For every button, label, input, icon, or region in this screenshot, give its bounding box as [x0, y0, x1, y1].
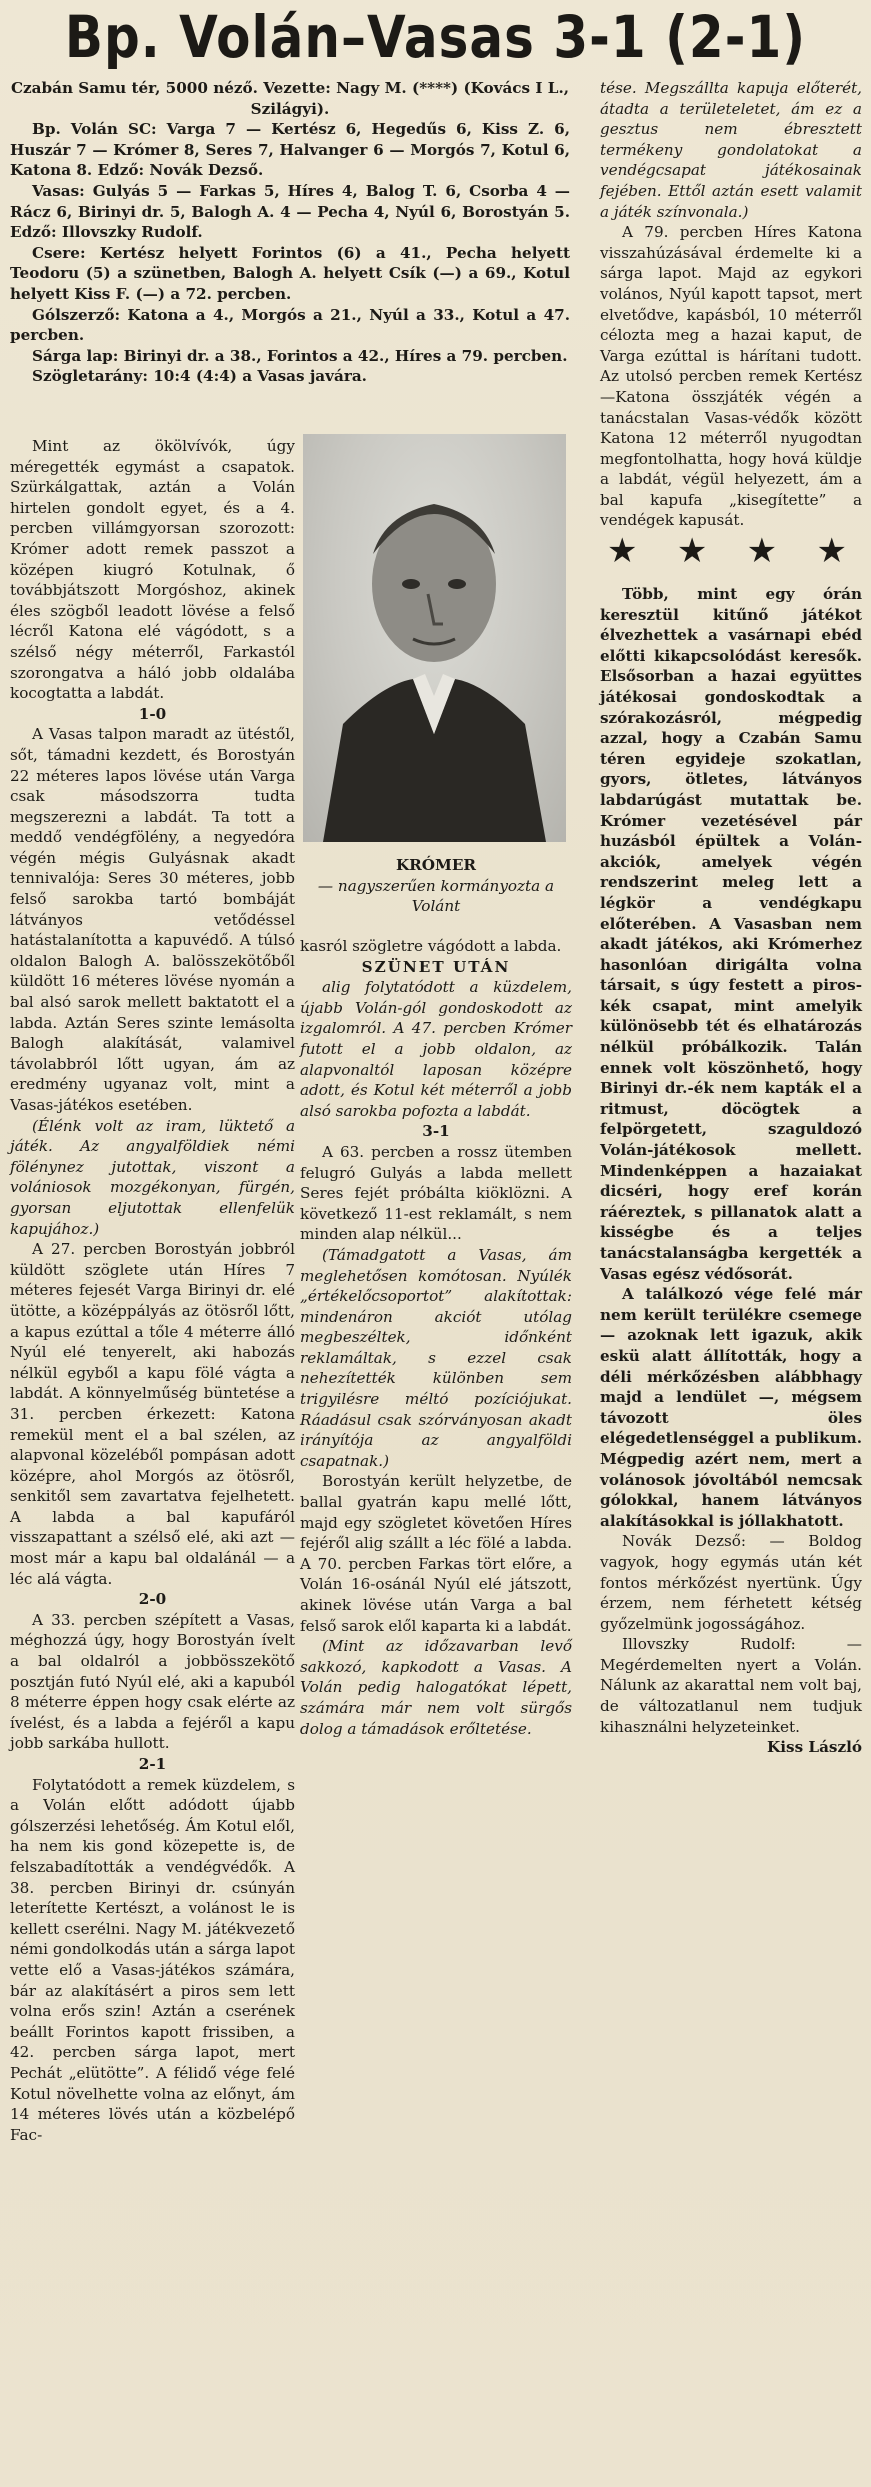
paragraph-italic: (Élénk volt az iram, lüktető a játék. Az angyalföldiek némi fölénynez jutottak, viszont a volániosok mozgékonyan, fürgén, gyorsan eljutottak ellenfelük kapujához.)	[10, 1116, 295, 1238]
paragraph-bold: A találkozó vége felé már nem került terülékre csemege — azoknak lett igazuk, akik eskü alatt állították, hogy a déli mérkőzésben alábbhagy majd a lendület —, mégsem távozott öles elégedetlenséggel a publikum. Mégpedig azért nem, mert a volánosok jóvoltából nemcsak gólokkal, hanem látványos alakításokkal is jóllakhatott.	[600, 1285, 862, 1530]
yellow-cards: Sárga lap: Birinyi dr. a 38., Forintos a 42., Híres a 79. percben.	[32, 346, 568, 365]
column-1	[10, 436, 295, 2145]
star-icon: ★	[607, 531, 638, 571]
paragraph: Mint az ökölvívók, úgy méregették egymást a csapatok. Szürkálgattak, aztán a Volán hirtelen gondolt egyet, és a 4. percben villámgyorsan szorozott: Krómer adott remek passzot a középen kiugró Kotulnak, ő továbbjátszott Morgóshoz, akinek éles szögből leadott lövése a felső lécről Katona elé vágódott, s a szélső négy méterről, Farkastól szorongatva a háló jobb oldalába kocogtatta a labdát.	[10, 437, 295, 703]
score-marker: 3-1	[422, 1122, 450, 1141]
paragraph: A 63. percben a rossz ütemben felugró Gulyás a labda mellett Seres fejét próbálta kiöklözni. A következő 11-est reklamált, s nem minden alap nélkül...	[300, 1142, 572, 1244]
paragraph: Folytatódott a remek küzdelem, s a Volán előtt adódott újabb gólszerzési lehetőség. Ám Kotul elől, ha nem kis gond közepette is, de felszabadították a vendégvédők. A 38. percben Birinyi dr. csúnyán leterítette Kertészt, a volánost le is kellett cserélni. Nagy M. játékvezető némi gondolkodás után a sárga lapot vette elő a Vasas-játékos számára, bár az alakításért a piros sem lett volna erős szin! Aztán a cserének beállt Forintos kapott frissiben, a 42. percben sárga lapot, mert Pechát „elütötte”. A félidő vége felé Kotul növelhette volna az előnyt, ám 14 méteres lövés után a közbelépő Fac-	[10, 1775, 295, 2144]
vasas-lineup: Vasas: Gulyás 5 — Farkas 5, Híres 4, Balog T. 6, Csorba 4 — Rácz 6, Birinyi dr. 5, Balogh A. 4 — Pecha 4, Nyúl 6, Borostyán 5. Edző: Illovszky Rudolf.	[10, 181, 570, 242]
paragraph: A Vasas talpon maradt az ütéstől, sőt, támadni kezdett, és Borostyán 22 méteres lapos lövése után Varga csak másodszorra tudta megszerezni a labdát. Ta tott a meddő vendégfölény, a negyedóra végén mégis Gulyásnak akadt tennivalója: Seres 30 méteres, jobb felső sarokba tartó bombáját látványos vetődéssel hatástalanította a kapuvédő. A túlsó oldalon Balogh A. balösszekötőből küldött 16 méteres lövése nyomán a bal alsó sarok mellett baktatott el a labda. Aztán Seres szinte lemásolta Balogh alakítását, valamivel távolabbról lőtt ugyan, ám az eredmény ugyanaz volt, mint a Vasas-játékos esetében.	[10, 725, 295, 1114]
paragraph: Illovszky Rudolf: — Megérdemelten nyert a Volán. Nálunk az akarattal nem volt baj, de változatlanul nem tudjuk kihasználni helyzeteinket.	[600, 1635, 862, 1736]
corner-ratio: Szögletarány: 10:4 (4:4) a Vasas javára.	[32, 367, 367, 386]
match-facts	[10, 78, 570, 387]
section-heading: SZÜNET UTÁN	[361, 957, 511, 976]
paragraph-italic: (Mint az időzavarban levő sakkozó, kapkodott a Vasas. A Volán pedig halogatókat lépett, számára már nem volt sürgős dolog a támadások erőltetése.	[300, 1637, 572, 1738]
column-3-bottom	[600, 584, 862, 1758]
photo-caption	[300, 855, 572, 917]
paragraph: kasról szögletre vágódott a labda.	[300, 937, 562, 955]
player-photo	[303, 434, 566, 842]
volan-lineup: Bp. Volán SC: Varga 7 — Kertész 6, Hegedűs 6, Kiss Z. 6, Huszár 7 — Krómer 8, Seres 7, Halvanger 6 — Morgós 7, Kotul 6, Katona 8. Edző: Novák Dezső.	[10, 120, 570, 180]
paragraph-italic: (Támadgatott a Vasas, ám meglehetősen komótosan. Nyúlék „értékelőcsoportot” alakítottak: mindenáron akciót utólag megbeszéltek, időnként reklamáltak, s ezzel csak nehezítették különben sem trigyilésre méltó pozíciójukat. Ráadásul csak szórványosan akadt irányítója az angyalföldi csapatnak.)	[300, 1245, 572, 1470]
paragraph: A 79. percben Híres Katona visszahúzásával érdemelte ki a sárga lapot. Majd az egykori volános, Nyúl kapott tapsot, mert elvetődve, kapásból, 10 méterről célozta meg a hazai kaput, de Varga ezúttal is hárítani tudott. Az utolsó percben remek Kertész—Katona összjáték végén a tanácstalan Vasas-védők között Katona 12 méterről nyugodtan megfontolhatta, hogy hová küldje a labdát, végül helyezett, ám a bal kapufa „kisegítette” a vendégek kapusát.	[600, 223, 862, 530]
goalscorers: Gólszerző: Katona a 4., Morgós a 21., Nyúl a 33., Kotul a 47. percben.	[10, 305, 570, 345]
score-marker: 2-1	[138, 1755, 167, 1773]
rating-stars	[607, 531, 847, 571]
player-portrait-image	[303, 434, 566, 842]
paragraph-italic: tése. Megszállta kapuja előterét, átadta a területeletet, ám ez a gesztus nem ébresztett termékeny gondolatokat a vendégcsapat játékosainak fejében. Ettől aztán esett valamit a játék színvonala.)	[600, 79, 862, 221]
paragraph-italic: alig folytatódott a küzdelem, újabb Volán-gól gondoskodott az izgalomról. A 47. percben Krómer futott el a jobb oldalon, az alapvonaltól laposan középre adott, és Kotul két méterről a jobb alsó sarokba pofozta a labdát.	[300, 978, 572, 1120]
paragraph-bold: Több, mint egy órán keresztül kitűnő játékot élvezhettek a vasárnapi ebéd előtti kikapcsolódást keresők. Elsősorban a hazai együttes játékosai gondoskodtak a szórakozásról, mégpedig azzal, hogy a Czabán Samu téren egyideje szokatlan, gyors, ötletes, látványos labdarúgást mutattak be. Krómer vezetésével pár huzásból épültek a Volán-akciók, amelyek végén rendszerint meleg lett a légkör a vendégkapu előterében. A Vasasban nem akadt játékos, aki Krómerhez hasonlóan dirigálta volna társait, s úgy festett a piros-kék csapat, mint amelyik különösebb tét és elhatározás nélkül próbálkozik. Talán ennek volt köszönhető, hogy Birinyi dr.-ék nem kapták el a ritmust, döcögtek a felpörgetett, szaguldozó Volán-játékosok mellett. Mindenképpen a hazaiakat dicséri, hogy eref korán ráéreztek, s pillanatok alatt a kisségbe és a teljes tanácstalanságba kergették a Vasas egész védősorát.	[600, 585, 862, 1283]
column-2	[300, 936, 572, 1739]
score-marker: 2-0	[138, 1590, 167, 1609]
star-icon: ★	[676, 531, 708, 571]
caption-text: — nagyszerűen kormányozta a Volánt	[317, 876, 555, 916]
paragraph: Borostyán került helyzetbe, de ballal gyatrán kapu mellé lőtt, majd egy szögletet követően Híres fejéről alig szállt a léc fölé a labda. A 70. percben Farkas tört előre, a Volán 16-osánál Nyúl elé játszott, akinek lövése után Varga a bal felső sarok elől kaparta ki a labdát.	[300, 1472, 572, 1635]
substitutions: Csere: Kertész helyett Forintos (6) a 41., Pecha helyett Teodoru (5) a szünetben, Balogh A. helyett Csík (—) a 69., Kotul helyett Kiss F. (—) a 72. percben.	[10, 243, 570, 303]
star-icon: ★	[746, 531, 778, 571]
venue-line: Czabán Samu tér, 5000 néző. Vezette: Nagy M. (****) (Kovács I L., Szilágyi).	[10, 79, 570, 118]
score-marker: 1-0	[138, 704, 167, 723]
column-3-top	[600, 78, 862, 531]
headline: Bp. Volán–Vasas 3-1 (2-1)	[64, 4, 807, 71]
author-signature: Kiss László	[767, 1738, 862, 1757]
paragraph: Novák Dezső: — Boldog vagyok, hogy egymás után két fontos mérkőzést nyertünk. Úgy érzem, nem férhetett kétség győzelmünk jogosságához.	[600, 1532, 862, 1633]
paragraph: A 33. percben szépített a Vasas, méghozzá úgy, hogy Borostyán ívelt a bal oldalról a jobbösszekötő posztján futó Nyúl elé, aki a kapuból 8 méterre éppen hogy csak elérte az ívelést, és a labda a fejéről a kapu jobb sarkába hullott.	[10, 1610, 295, 1753]
paragraph: A 27. percben Borostyán jobbról küldött szöglete után Híres 7 méteres fejesét Varga Birinyi dr. elé ütötte, a középpályás az ötösről lőtt, a kapus ezúttal a tőle 4 méterre álló Nyúl elé tenyerelt, aki habozás nélkül egyből a kapu fölé vágta a labdát. A könnyelműség büntetése a 31. percben érkezett: Katona remekül ment el a bal szélen, az alapvonal közeléből pompásan adott középre, ahol Morgós az ötösről, senkitől sem zavartatva fejelhetett. A labda a bal kapufáról visszapattant a szélső elé, aki azt — most már a kapu bal oldalánál — a léc alá vágta.	[10, 1240, 295, 1588]
star-icon: ★	[816, 531, 847, 571]
caption-name: KRÓMER	[395, 856, 477, 874]
